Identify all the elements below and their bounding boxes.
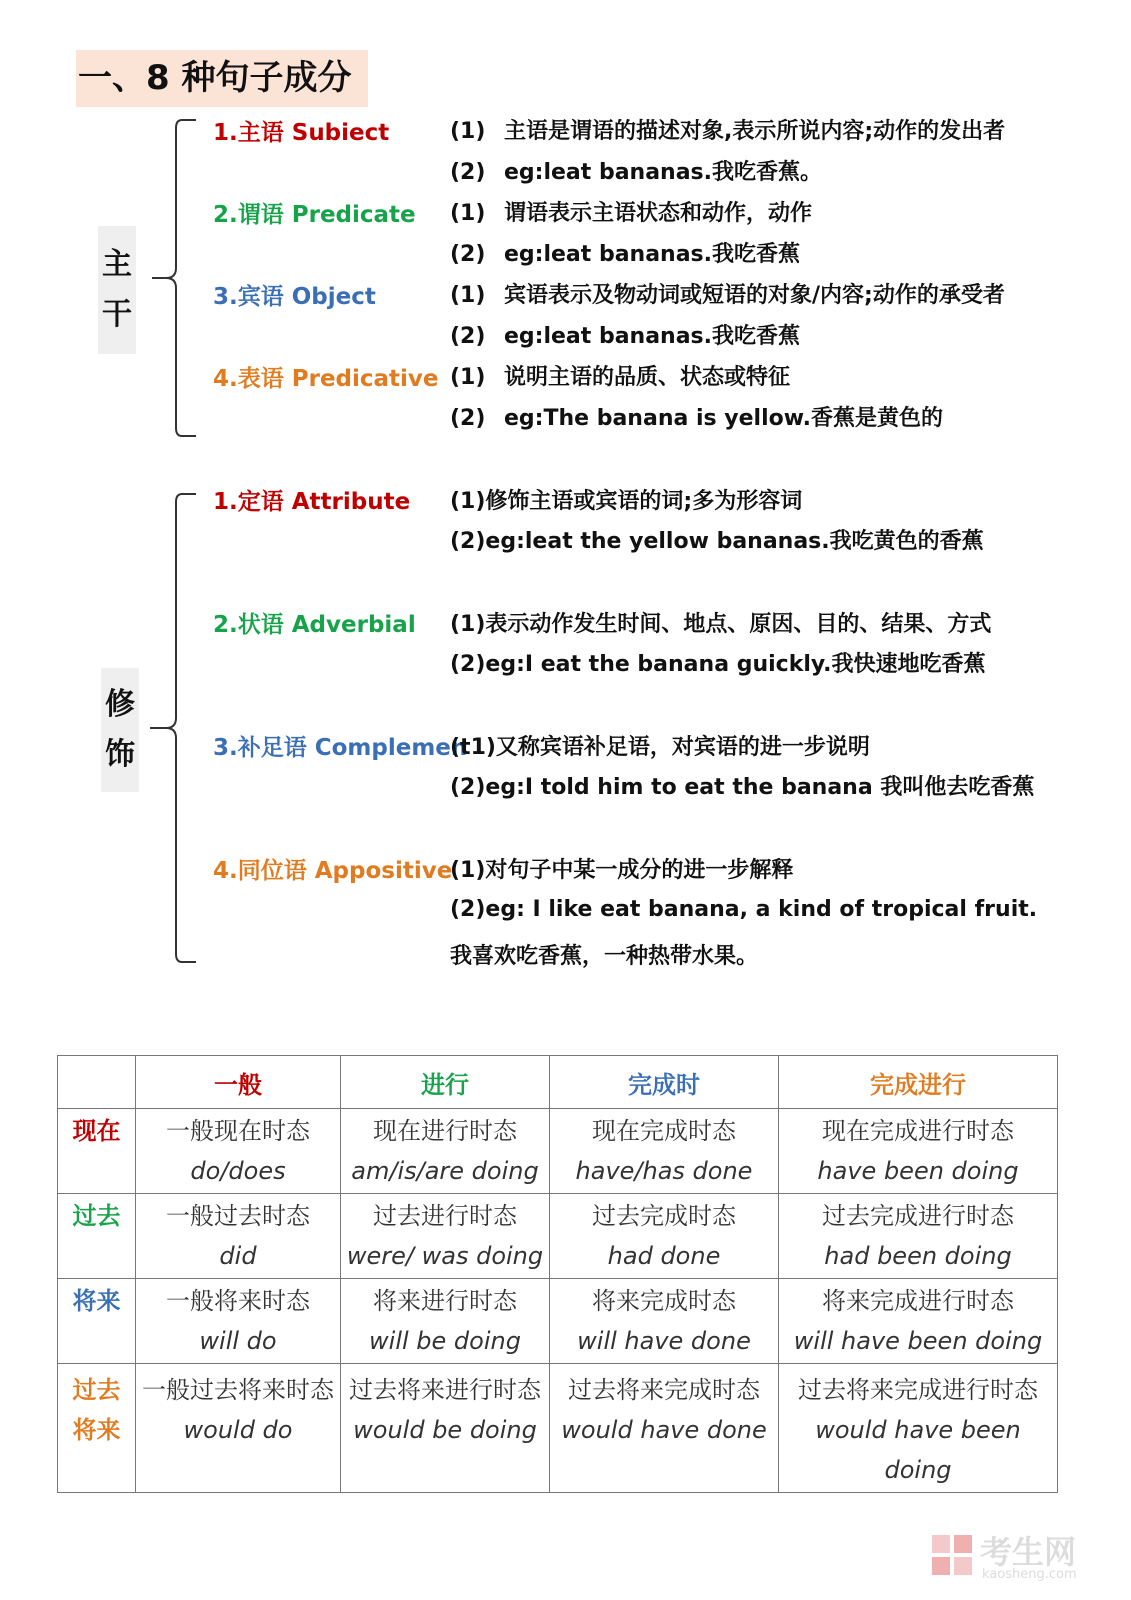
tense-name: 一般现在时态 (166, 1117, 310, 1145)
line-text: eg:leat bananas.我吃香蕉 (504, 242, 801, 267)
table-cell (550, 1109, 779, 1194)
tense-form: had done (607, 1242, 721, 1270)
line-number: (2) (450, 406, 486, 431)
table-row (58, 1364, 1058, 1493)
header-simple: 一般 (136, 1056, 341, 1109)
tense-form: will have been doing (793, 1327, 1043, 1355)
line-text: 谓语表示主语状态和动作，动作 (504, 201, 813, 226)
table-cell (550, 1194, 779, 1279)
table-cell (779, 1194, 1058, 1279)
tense-form: have/has done (575, 1157, 753, 1185)
tense-name: 过去进行时态 (373, 1202, 517, 1230)
header-perfect: 完成时 (550, 1056, 779, 1109)
watermark-logo-icon (930, 1533, 974, 1577)
line-number: (1) (450, 201, 486, 226)
definition-line: (1)对句子中某一成分的进一步解释 (450, 858, 794, 883)
row-label (58, 1279, 136, 1364)
row-label-text: 将来 (72, 1287, 121, 1315)
definition-line (450, 114, 1005, 145)
line-number: (1) (450, 119, 486, 144)
definition-line (450, 155, 822, 186)
line-text: 主语是谓语的描述对象,表示所说内容;动作的发出者 (504, 119, 1006, 144)
watermark (930, 1527, 1110, 1587)
term-object: 3.宾语 Object (213, 284, 376, 310)
line-text: eg:leat bananas.我吃香蕉。 (504, 160, 823, 185)
tense-name: 将来完成进行时态 (822, 1287, 1014, 1315)
watermark-domain: kaosheng.com (982, 1567, 1077, 1582)
definition-line (450, 278, 1005, 309)
term-predicate: 2.谓语 Predicate (213, 202, 416, 228)
term-complement: 3.补足语 Complemen (213, 735, 468, 761)
tense-name: 一般将来时态 (166, 1287, 310, 1315)
table-cell (779, 1364, 1058, 1493)
label-char: 饰 (105, 737, 135, 772)
label-char: 修 (105, 687, 135, 722)
table-cell (779, 1279, 1058, 1364)
table-cell (341, 1364, 550, 1493)
definition-line: (2)eg: I like eat banana, a kind of tropical fruit. (450, 897, 1038, 922)
definition-line (450, 237, 800, 268)
table-cell (341, 1279, 550, 1364)
line-text: eg:The banana is yellow.香蕉是黄色的 (504, 406, 944, 431)
tense-name: 一般过去时态 (166, 1202, 310, 1230)
tense-form: would have been doing (815, 1416, 1021, 1484)
row-label-text: 过去 (72, 1202, 121, 1230)
tense-form: have been doing (817, 1157, 1019, 1185)
table-header-row (58, 1056, 1058, 1109)
tense-form: would be doing (353, 1416, 537, 1444)
line-number: (2) (450, 324, 486, 349)
tense-name: 一般过去将来时态 (142, 1376, 334, 1404)
table-cell (779, 1109, 1058, 1194)
definition-line (450, 360, 790, 391)
definition-line: (1)表示动作发生时间、地点、原因、目的、结果、方式 (450, 612, 992, 637)
term-subject: 1.主语 Subiect (213, 120, 390, 146)
table-cell (341, 1194, 550, 1279)
tense-form: will have done (577, 1327, 751, 1355)
table-cell (136, 1109, 341, 1194)
table-row (58, 1194, 1058, 1279)
tense-name: 将来进行时态 (373, 1287, 517, 1315)
table-row (58, 1279, 1058, 1364)
tense-name: 现在完成进行时态 (822, 1117, 1014, 1145)
row-label-text: 过去 (72, 1376, 121, 1404)
definition-line: (t1)又称宾语补足语，对宾语的进一步说明 (450, 735, 870, 760)
table-corner-cell (58, 1056, 136, 1109)
row-label (58, 1364, 136, 1493)
table-cell (550, 1279, 779, 1364)
watermark-brand: 考生网 (980, 1533, 1077, 1571)
definition-line: (1)修饰主语或宾语的词;多为形容词 (450, 489, 803, 514)
tense-form: am/is/are doing (351, 1157, 539, 1185)
tense-name: 现在完成时态 (592, 1117, 736, 1145)
line-number: (2) (450, 242, 486, 267)
tense-form: will do (199, 1327, 277, 1355)
row-label-text: 现在 (72, 1117, 121, 1145)
tense-name: 过去完成时态 (592, 1202, 736, 1230)
tense-form: do/does (190, 1157, 286, 1185)
line-text: eg:leat bananas.我吃香蕉 (504, 324, 801, 349)
definition-line: (2)eg:I told him to eat the banana 我叫他去吃香蕉 (450, 775, 1035, 800)
tense-name: 过去完成进行时态 (822, 1202, 1014, 1230)
line-number: (1) (450, 365, 486, 390)
tense-form: did (219, 1242, 257, 1270)
definition-line (450, 319, 800, 350)
table-cell (341, 1109, 550, 1194)
label-char: 干 (102, 297, 132, 332)
tense-name: 过去将来完成进行时态 (798, 1376, 1038, 1404)
modifier-label (101, 668, 139, 792)
tense-name: 过去将来完成时态 (568, 1376, 760, 1404)
definition-line: 我喜欢吃香蕉，一种热带水果。 (450, 944, 759, 969)
tense-name: 过去将来进行时态 (349, 1376, 541, 1404)
row-label (58, 1109, 136, 1194)
definition-line (450, 401, 943, 432)
line-number: (1) (450, 283, 486, 308)
row-label-text: 将来 (72, 1416, 121, 1444)
term-attribute: 1.定语 Attribute (213, 489, 411, 515)
header-progressive: 进行 (341, 1056, 550, 1109)
table-cell (550, 1364, 779, 1493)
tense-table (57, 1055, 1058, 1493)
table-cell (136, 1364, 341, 1493)
table-row (58, 1109, 1058, 1194)
header-perfect-progressive: 完成进行 (779, 1056, 1058, 1109)
tense-form: would have done (561, 1416, 767, 1444)
term-appositive: 4.同位语 Appositive (213, 858, 453, 884)
tense-form: were/ was doing (346, 1242, 544, 1270)
line-text: 宾语表示及物动词或短语的对象/内容;动作的承受者 (504, 283, 1005, 308)
main-trunk-label (98, 226, 136, 354)
tense-form: had been doing (824, 1242, 1012, 1270)
page-title: 一、8 种句子成分 (76, 50, 368, 107)
label-char: 主 (102, 247, 132, 282)
line-number: (2) (450, 160, 486, 185)
tense-name: 将来完成时态 (592, 1287, 736, 1315)
row-label (58, 1194, 136, 1279)
term-adverbial: 2.状语 Adverbial (213, 612, 416, 638)
tense-form: will be doing (369, 1327, 521, 1355)
definition-line: (2)eg:I eat the banana guickly.我快速地吃香蕉 (450, 652, 986, 677)
tense-name: 现在进行时态 (373, 1117, 517, 1145)
definition-line: (2)eg:leat the yellow bananas.我吃黄色的香蕉 (450, 529, 984, 554)
term-predicative: 4.表语 Predicative (213, 366, 439, 392)
table-cell (136, 1194, 341, 1279)
table-cell (136, 1279, 341, 1364)
definition-line (450, 196, 812, 227)
tense-form: would do (183, 1416, 293, 1444)
line-text: 说明主语的品质、状态或特征 (504, 365, 791, 390)
